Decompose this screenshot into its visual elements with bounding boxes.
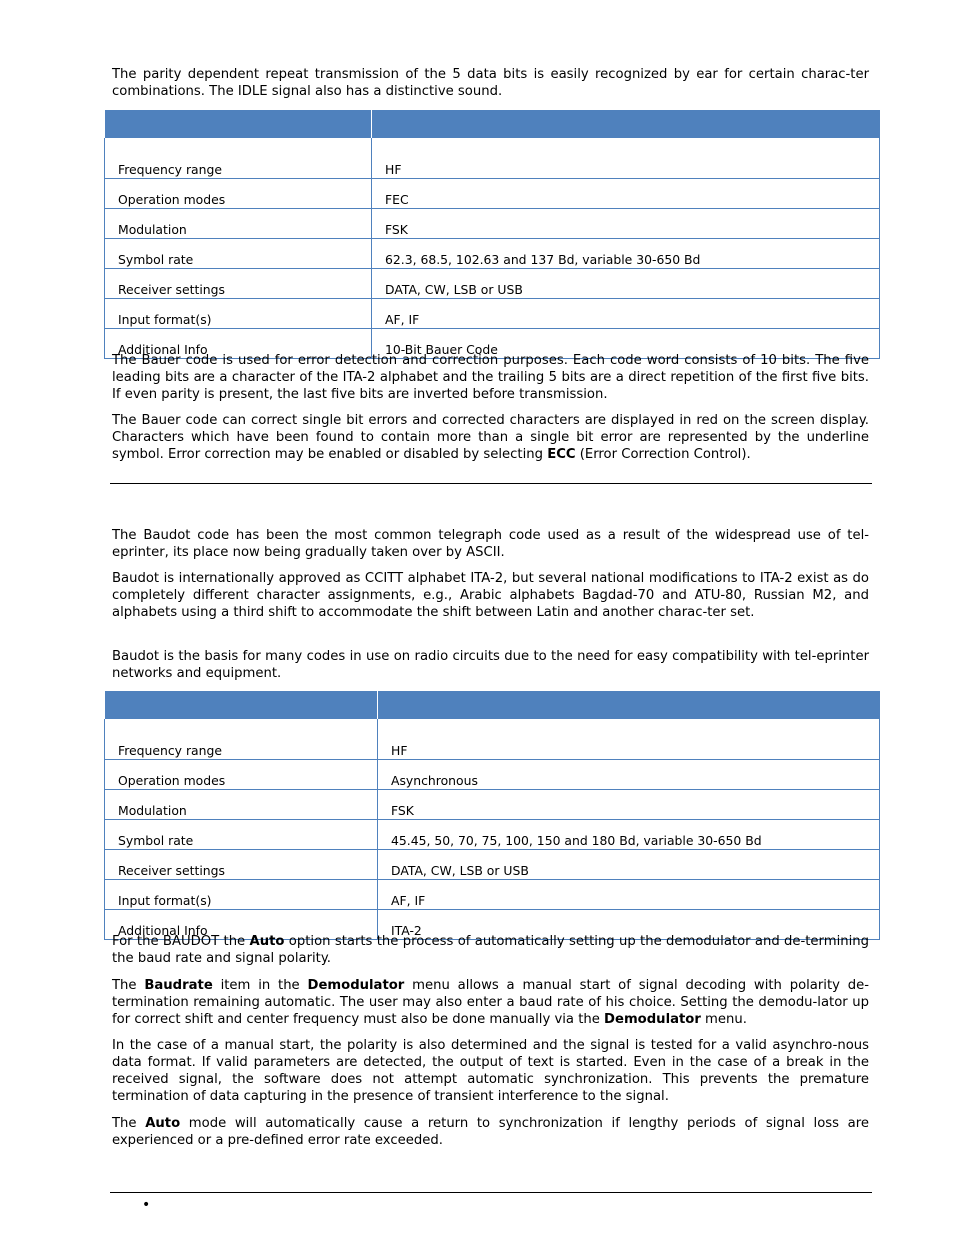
table-header-cell (378, 691, 880, 719)
baudot-paragraph-1: The Baudot code has been the most common telegraph code used as a result of the widespread use of tel-eprinter, its place now being gradually taken over by ASCII. (112, 528, 869, 560)
row-value: HF (372, 149, 880, 179)
auto-paragraph-1 (112, 933, 869, 967)
text-run: item in the (212, 978, 308, 993)
table-header-row (105, 110, 880, 138)
text-run: menu. (700, 1012, 747, 1027)
row-value: DATA, CW, LSB or USB (378, 850, 880, 880)
baudrate-term: Baudrate (144, 978, 213, 993)
row-label: Frequency range (105, 149, 372, 179)
row-label: Frequency range (105, 730, 378, 760)
table-row (105, 149, 880, 179)
row-value: FSK (372, 209, 880, 239)
row-value: HF (378, 730, 880, 760)
table-row (105, 269, 880, 299)
row-value: FEC (372, 179, 880, 209)
row-label: Receiver settings (105, 269, 372, 299)
text-run: The (112, 978, 145, 993)
section-divider (110, 483, 872, 484)
row-value: 45.45, 50, 70, 75, 100, 150 and 180 Bd, variable 30-650 Bd (378, 820, 880, 850)
text-run: mode will automatically cause a return to synchronization if lengthy periods of signal loss are experienced or a pre-defined error rate exceeded. (112, 1116, 869, 1148)
auto-paragraph-4 (112, 1115, 869, 1149)
table-row (105, 239, 880, 269)
auto-term: Auto (145, 1116, 181, 1131)
table-header-cell (372, 110, 880, 138)
row-label: Additional Info (105, 910, 378, 940)
table-header-cell (105, 110, 372, 138)
row-value: AF, IF (378, 880, 880, 910)
table-header-row (105, 691, 880, 719)
baudot-spec-table (104, 691, 880, 940)
text-run: The Bauer code can correct single bit errors and corrected characters are displayed in red on the screen display. Characters which have been found to contain more than a single bit error are represented by the underline symbol. Error correction may be enabled or disabled by selecting (112, 413, 869, 462)
text-run: For the BAUDOT the (112, 934, 250, 949)
auto-paragraph-2 (112, 977, 869, 1028)
row-value: DATA, CW, LSB or USB (372, 269, 880, 299)
table-spacer-row (105, 138, 880, 149)
row-value: ITA-2 (378, 910, 880, 940)
row-label: Modulation (105, 209, 372, 239)
bauer-paragraph-2 (112, 412, 869, 463)
table-spacer-row (105, 719, 880, 730)
baudot-paragraph-3: Baudot is the basis for many codes in use on radio circuits due to the need for easy compatibility with tel-eprinter networks and equipment. (112, 649, 869, 681)
auto-term: Auto (249, 934, 285, 949)
row-value: Asynchronous (378, 760, 880, 790)
table-row (105, 820, 880, 850)
table-row (105, 299, 880, 329)
table-row (105, 880, 880, 910)
row-value: 62.3, 68.5, 102.63 and 137 Bd, variable 30-650 Bd (372, 239, 880, 269)
table-row (105, 790, 880, 820)
row-label: Operation modes (105, 760, 378, 790)
table-row (105, 730, 880, 760)
footer-bullet: • (142, 1197, 151, 1213)
table-row (105, 760, 880, 790)
row-value: AF, IF (372, 299, 880, 329)
footer-divider (110, 1192, 872, 1193)
row-label: Symbol rate (105, 239, 372, 269)
row-label: Modulation (105, 790, 378, 820)
row-label: Operation modes (105, 179, 372, 209)
row-label: Symbol rate (105, 820, 378, 850)
table-row (105, 850, 880, 880)
row-label: Additional Info (105, 329, 372, 359)
intro-paragraph: The parity dependent repeat transmission of the 5 data bits is easily recognized by ear for certain charac-ter combinations. The IDLE signal also has a distinctive sound. (112, 67, 869, 99)
auto-paragraph-3: In the case of a manual start, the polarity is also determined and the signal is tested for a valid asynchro-nous data format. If valid parameters are detected, the output of text is started. Even in the case of a break in the received signal, the software does not attempt automatic synchronization. This prevents the premature termination of data capturing in the presence of transient interference to the signal. (112, 1038, 869, 1104)
bauer-paragraph-1: The Bauer code is used for error detection and correction purposes. Each code word consists of 10 bits. The five leading bits are a character of the ITA-2 alphabet and the trailing 5 bits are a direct repetition of the first five bits. If even parity is present, the last five bits are inverted before transmission. (112, 353, 869, 402)
text-run: The (112, 1116, 146, 1131)
demodulator-term: Demodulator (307, 978, 405, 993)
text-run: (Error Correction Control). (575, 447, 751, 462)
baudot-paragraph-2: Baudot is internationally approved as CCITT alphabet ITA-2, but several national modifications to ITA-2 exist as do completely different character assignments, e.g., Arabic alphabets Bagdad-70 and ATU-80, Russian M2, and alphabets using a third shift to accommodate the shift between Latin and another charac-ter set. (112, 571, 869, 620)
row-label: Receiver settings (105, 850, 378, 880)
text-run: menu allows a manual start of signal decoding with polarity de-termination remaining automatic. The user may also enter a baud rate of his choice. Setting the demodu-lator up for correct shift and center frequency must also be done manually via the (112, 978, 869, 1027)
ecc-term: ECC (547, 447, 576, 462)
bauer-spec-table (104, 110, 880, 359)
table-header-cell (105, 691, 378, 719)
row-value: 10-Bit Bauer Code (372, 329, 880, 359)
row-label: Input format(s) (105, 880, 378, 910)
row-value: FSK (378, 790, 880, 820)
table-row (105, 179, 880, 209)
demodulator-term: Demodulator (604, 1012, 701, 1027)
row-label: Input format(s) (105, 299, 372, 329)
table-row (105, 209, 880, 239)
text-run: option starts the process of automatically setting up the demodulator and de-termining the baud rate and signal polarity. (112, 934, 869, 966)
